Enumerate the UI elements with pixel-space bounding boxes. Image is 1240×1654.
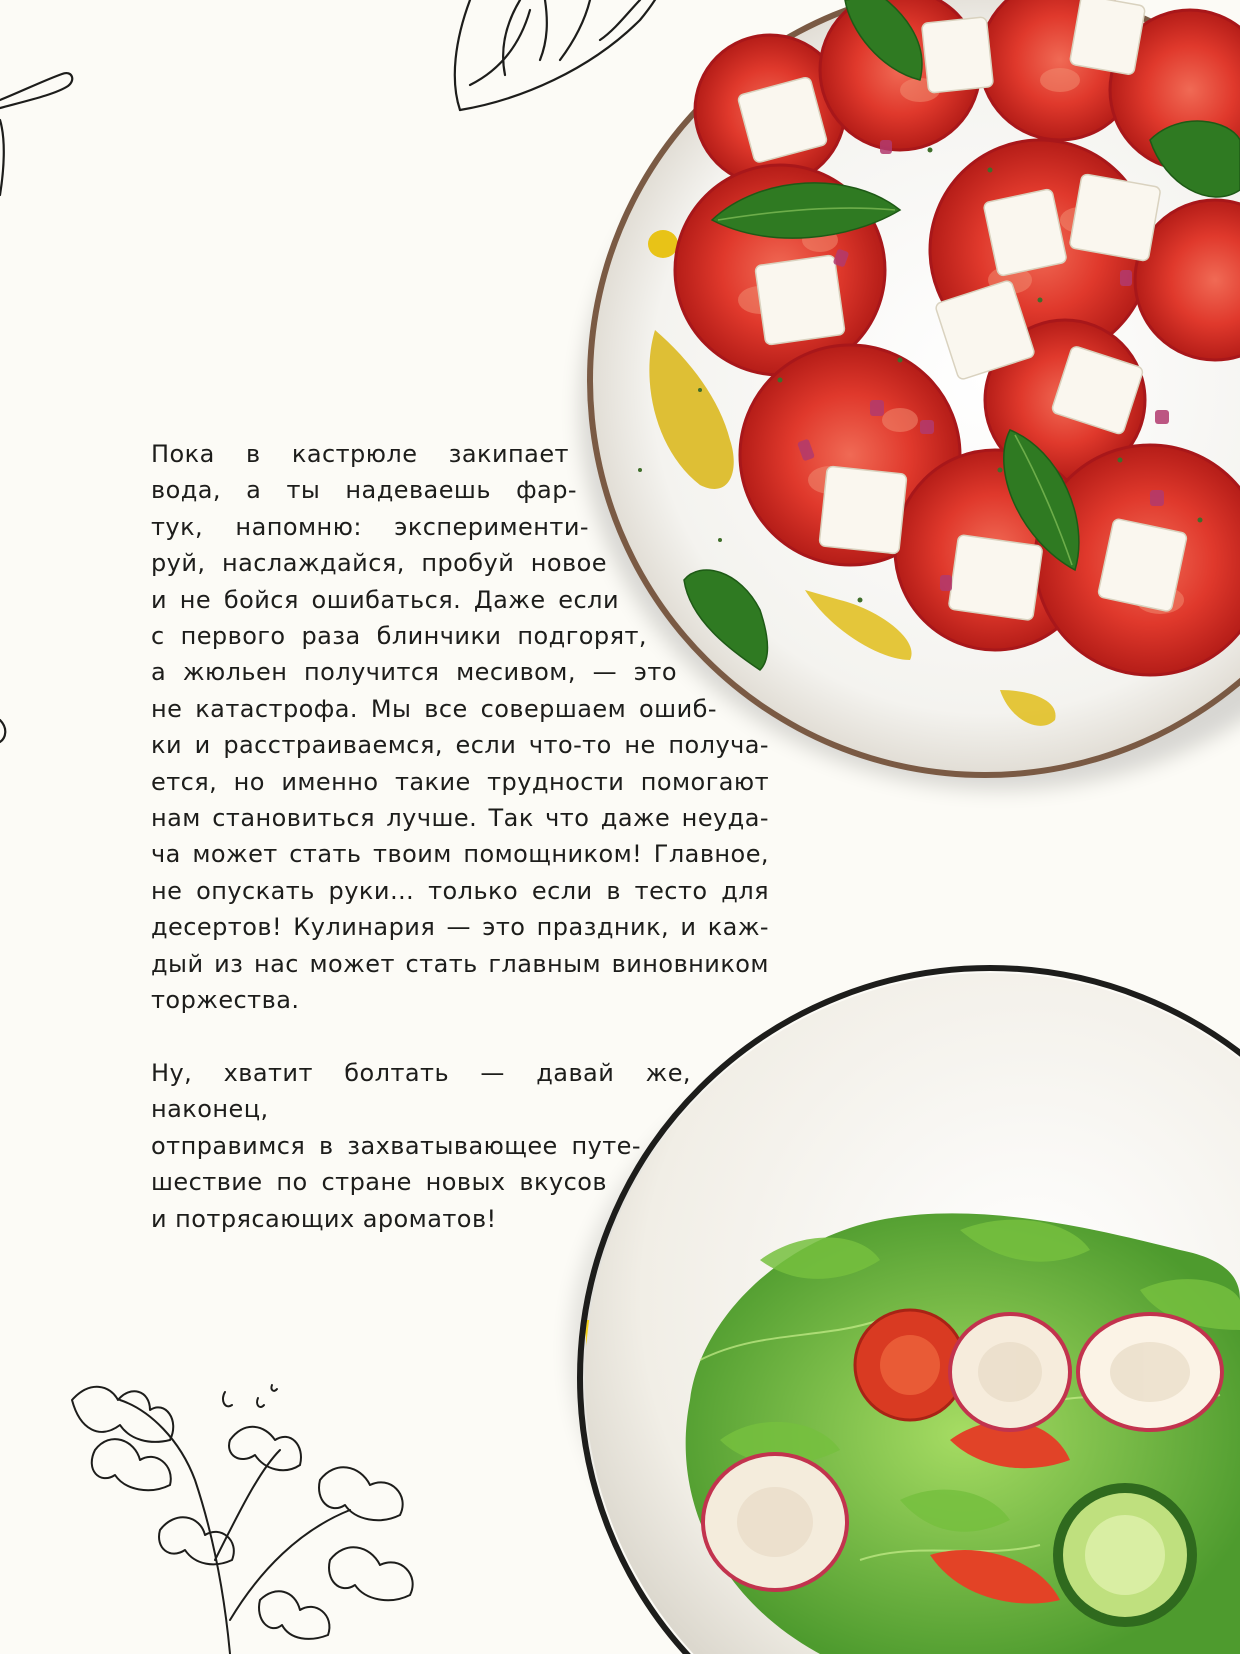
paragraph-line: с первого раза блинчики подгорят,	[151, 622, 647, 651]
paragraph-line: руй, наслаждайся, пробуй новое	[151, 549, 607, 578]
paragraph-line: отправимся в захватывающее путе-	[151, 1131, 641, 1160]
paragraph-line: шествие по стране новых вкусов	[151, 1168, 607, 1197]
paragraph-line: Ну, хватит болтать — давай же, наконец,	[151, 1059, 691, 1124]
paragraph-line: торжества.	[151, 986, 300, 1015]
intro-paragraph	[151, 436, 769, 1019]
paragraph-line: и потрясающих ароматов!	[151, 1204, 497, 1233]
paragraph-line: не опускать руки… только если в тесто для	[151, 876, 769, 905]
closing-paragraph	[151, 1055, 691, 1237]
paragraph-line: дый из нас может стать главным виновником	[151, 949, 769, 978]
paragraph-line: Пока в кастрюле закипает	[151, 440, 569, 468]
paragraph-line: ется, но именно такие трудности помогают	[151, 767, 769, 796]
paragraph-line: десертов! Кулинария — это праздник, и каж-	[151, 913, 769, 942]
basil-leaf-sketch-icon	[455, 0, 658, 110]
paragraph-line: вода, а ты надеваешь фар-	[151, 476, 577, 505]
paragraph-line: а жюльен получится месивом, — это	[151, 658, 677, 687]
paragraph-line: ки и расстраиваемся, если что-то не получа-	[151, 731, 769, 760]
paragraph-line: ча может стать твоим помощником! Главное,	[151, 840, 769, 869]
paragraph-line: тук, напомню: эксперименти-	[151, 512, 589, 541]
paragraph-line: не катастрофа. Мы все совершаем ошиб-	[151, 694, 717, 723]
paragraph-line: и не бойся ошибаться. Даже если	[151, 585, 619, 614]
spoon-sketch-icon	[0, 73, 72, 742]
parsley-sprig-sketch-icon	[72, 1385, 413, 1654]
paragraph-line: нам становиться лучше. Так что даже неуда-	[151, 804, 769, 833]
